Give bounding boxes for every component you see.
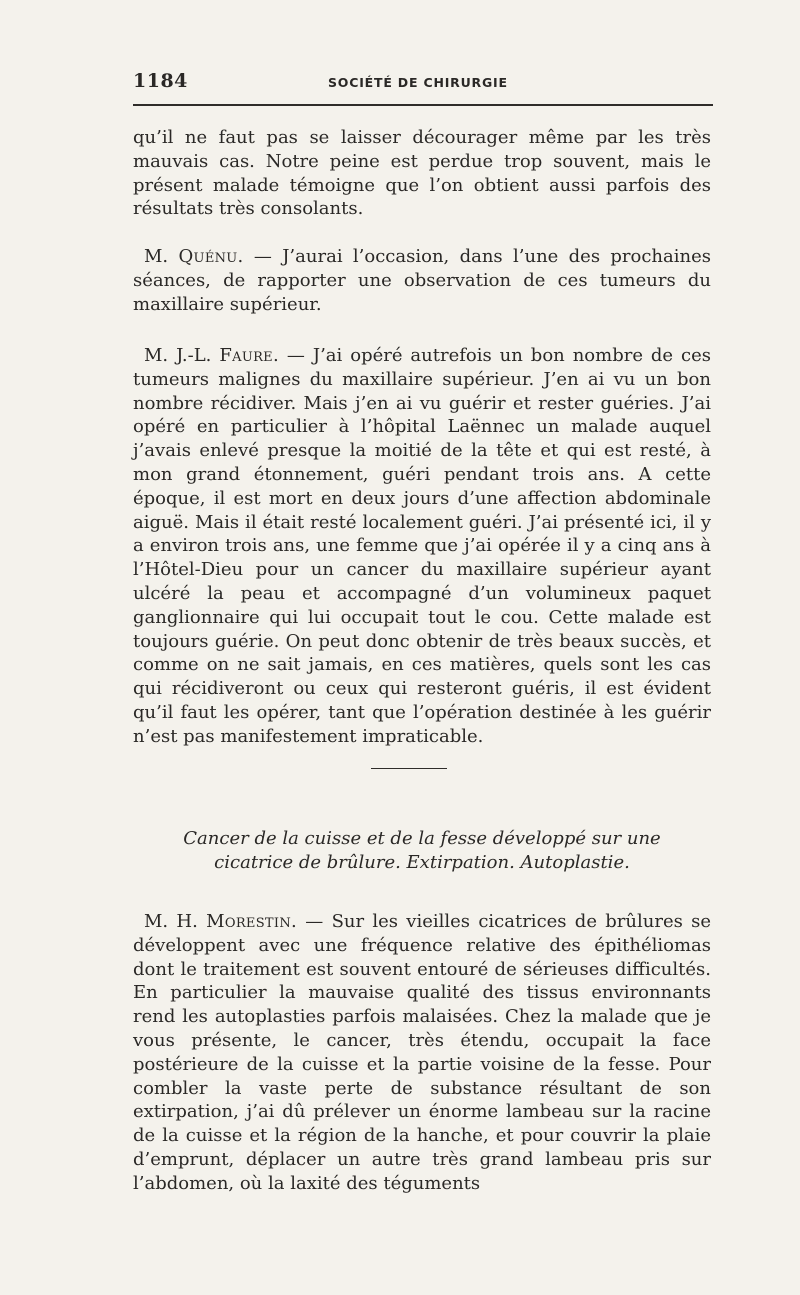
paragraph-continuation: qu’il ne faut pas se laisser décourager même par les très mauvais cas. Notre peine est perdue trop souvent, mais le présent malade témoigne que l’on obtient aussi parfois des résultats très consolants. bbox=[133, 127, 711, 220]
speaker-name: Quénu. bbox=[178, 246, 244, 267]
section-title bbox=[133, 827, 711, 875]
speaker-name: Morestin. bbox=[206, 911, 298, 932]
header-rule bbox=[133, 104, 713, 106]
paragraph-quenu bbox=[133, 245, 711, 316]
section-divider bbox=[371, 768, 447, 769]
speaker-prefix: M. bbox=[144, 246, 169, 267]
journal-title: SOCIÉTÉ DE CHIRURGIE bbox=[328, 75, 508, 90]
paragraph-text: — Sur les vieilles cicatrices de brûlures se développent avec une fréquence relative des épithéliomas dont le traitement est souvent entouré de sérieuses difficultés. En particulier la mauvaise qualité des tissus environnants rend les autoplasties parfois malaisées. Chez la malade que je vous présente, le cancer, très étendu, occupait la face postérieure de la cuisse et la partie voisine de la fesse. Pour combler la vaste perte de substance résultant de son extirpation, j’ai dû prélever un énorme lambeau sur la racine de la cuisse et la région de la hanche, et pour couvrir la plaie d’emprunt, déplacer un autre très grand lambeau pris sur l’abdomen, où la laxité des téguments bbox=[133, 911, 711, 1194]
speaker-prefix: M. H. bbox=[144, 911, 198, 932]
paragraph-text: — J’ai opéré autrefois un bon nombre de ces tumeurs malignes du maxillaire supérieur. J’en ai vu un bon nombre récidiver. Mais j’en ai vu guérir et rester guéries. J’ai opéré en particulier à l’hôpital Laënnec un malade auquel j’avais enlevé presque la moitié de la tête et qui est resté, à mon grand étonnement, guéri pendant trois ans. A cette époque, il est mort en deux jours d’une affection abdominale aiguë. Mais il était resté localement guéri. J’ai présenté ici, il y a environ trois ans, une femme que j’ai opérée il y a cinq ans à l’Hôtel-Dieu pour un cancer du maxillaire supérieur ayant ulcéré la peau et accompagné d’un volumineux paquet ganglionnaire qui lui occupait tout le cou. Cette malade est toujours guérie. On peut donc obtenir de très beaux succès, et comme on ne sait jamais, en ces matières, quels sont les cas qui récidiveront ou ceux qui resteront guéris, il est évident qu’il faut les opérer, tant que l’opération destinée à les guérir n’est pas manifestement impraticable. bbox=[133, 345, 711, 747]
running-head bbox=[133, 70, 713, 98]
section-title-line-1: Cancer de la cuisse et de la fesse développé sur une bbox=[183, 828, 661, 849]
page-number: 1184 bbox=[133, 70, 188, 92]
paragraph-morestin bbox=[133, 910, 711, 1196]
paragraph-text: — J’aurai l’occasion, dans l’une des prochaines séances, de rapporter une observation de ces tumeurs du maxillaire supérieur. bbox=[133, 246, 711, 315]
section-title-line-2: cicatrice de brûlure. Extirpation. Autoplastie. bbox=[214, 852, 630, 873]
paragraph-faure bbox=[133, 344, 711, 749]
speaker-prefix: M. J.-L. bbox=[144, 345, 212, 366]
speaker-name: Faure. bbox=[219, 345, 279, 366]
